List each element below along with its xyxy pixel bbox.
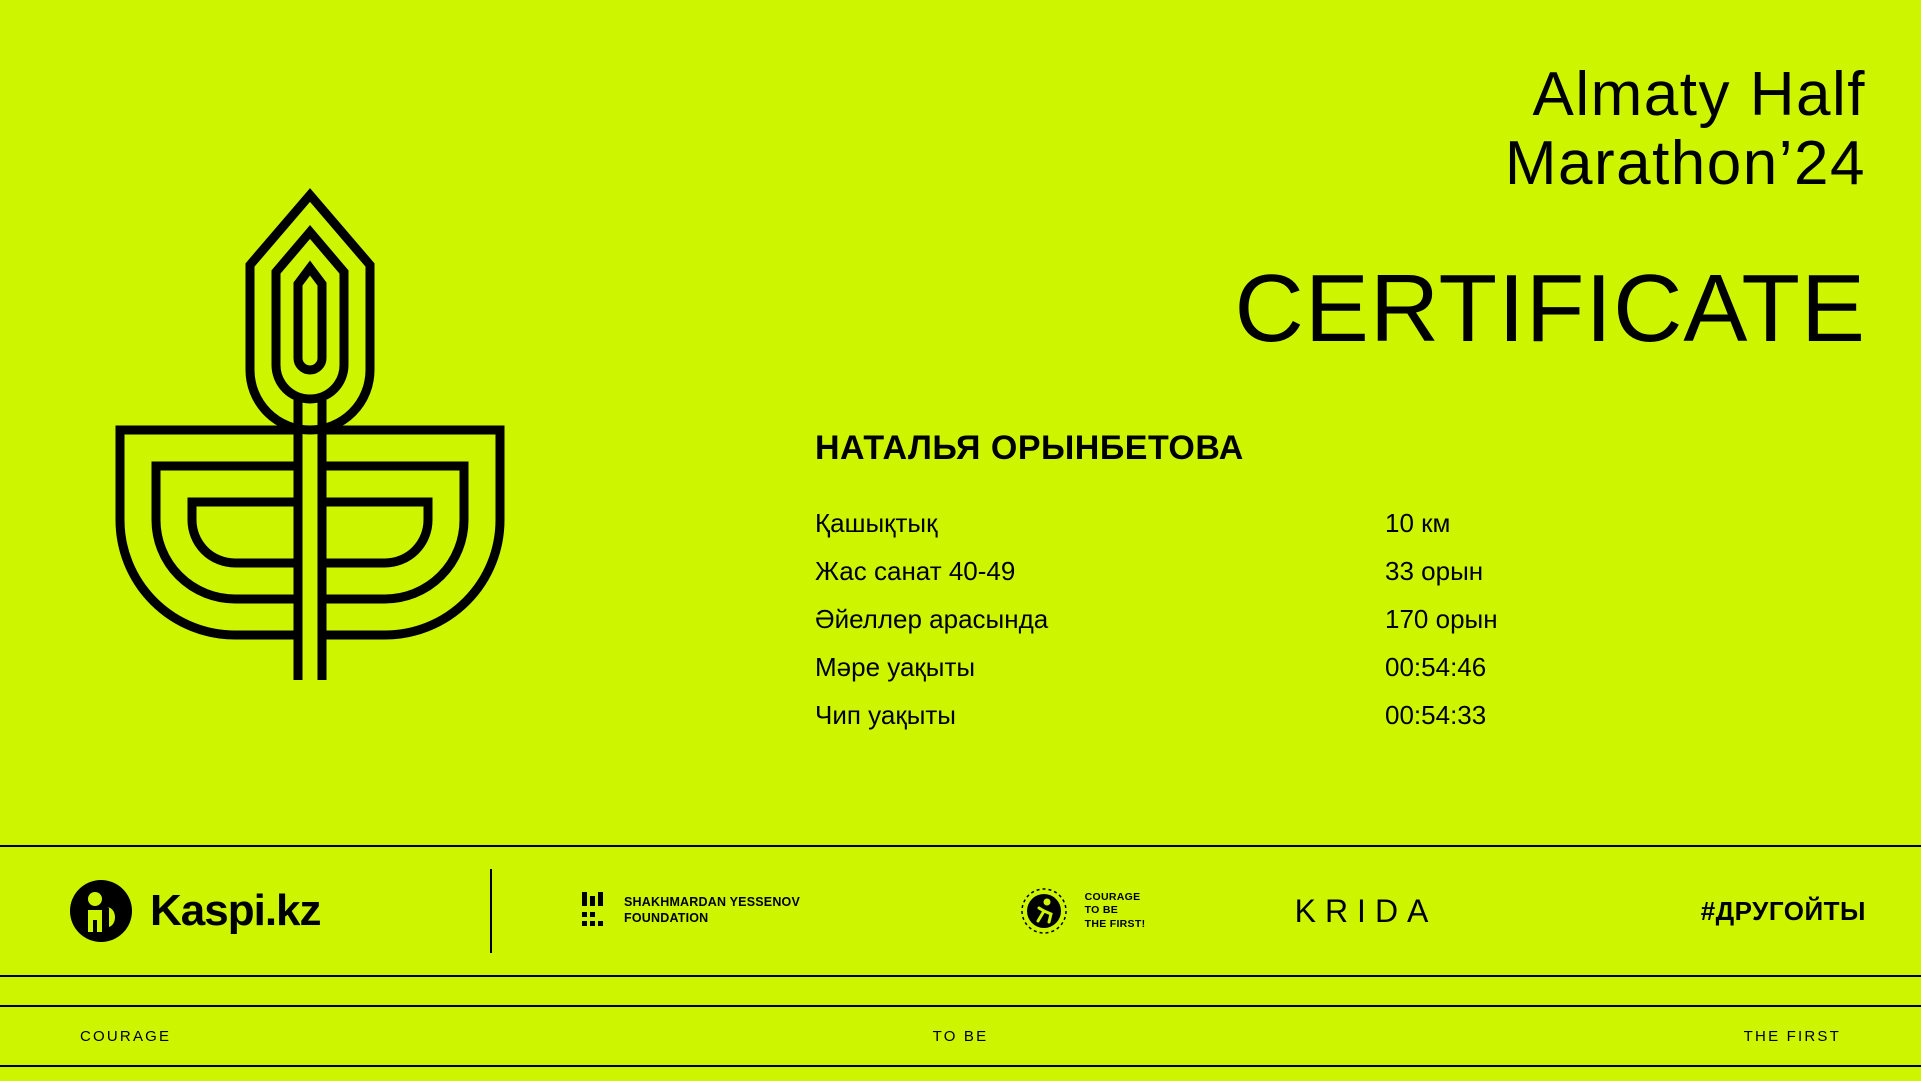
slogan-center: TO BE — [932, 1027, 989, 1045]
slogan-left: COURAGE — [80, 1027, 172, 1045]
corporate-fund-line-1: COURAGE — [1084, 890, 1141, 903]
kaspi-logo-icon — [70, 880, 132, 942]
kaspi-wordmark: Kaspi.kz — [150, 886, 321, 935]
result-label: Әйеллер арасында — [815, 603, 1049, 634]
yessenov-line-1: SHAKHMARDAN YESSENOV — [624, 895, 801, 910]
event-title-line-2: Marathon’24 — [1504, 129, 1866, 199]
certificate-details — [800, 60, 1866, 748]
sponsor-yessenov — [492, 892, 962, 930]
result-row — [815, 604, 1866, 635]
event-title — [800, 60, 1866, 199]
results-table — [800, 508, 1866, 731]
corporate-fund-runner-icon — [1013, 880, 1075, 942]
corporate-fund-line-3: THE FIRST! — [1084, 917, 1146, 930]
almaty-tulip-logo-icon — [60, 160, 560, 720]
yessenov-bars-icon — [582, 892, 612, 930]
result-label: Чип уақыты — [815, 699, 956, 730]
sponsor-kaspi — [0, 880, 490, 942]
event-title-line-1: Almaty Half — [1532, 60, 1866, 129]
result-label: Қашықтық — [815, 507, 938, 538]
result-value: 00:54:46 — [1385, 651, 1487, 682]
document-type-heading: CERTIFICATE — [1234, 254, 1866, 362]
result-value: 33 орын — [1385, 555, 1484, 586]
result-value: 10 км — [1385, 507, 1451, 538]
result-value: 00:54:33 — [1385, 699, 1487, 730]
divider-line-mid — [0, 975, 1921, 977]
result-row — [815, 652, 1866, 683]
slogan-right: THE FIRST — [1743, 1027, 1841, 1045]
sponsor-corporate-fund — [962, 880, 1196, 942]
sponsor-strip — [0, 847, 1921, 975]
yessenov-wordmark — [624, 895, 800, 926]
divider-line-bottom — [0, 1065, 1921, 1067]
corporate-fund-wordmark — [1085, 891, 1146, 932]
corporate-fund-line-2: TO BE — [1084, 904, 1119, 917]
yessenov-line-2: FOUNDATION — [624, 911, 709, 925]
result-label: Жас санат 40-49 — [815, 555, 1016, 586]
sponsor-krida: KRIDA — [1294, 892, 1438, 929]
result-value: 170 орын — [1385, 603, 1498, 634]
result-row — [815, 700, 1866, 731]
slogan-bar — [0, 1007, 1921, 1065]
sponsor-drugoyty: #ДРУГОЙТЫ — [1700, 895, 1866, 926]
result-label: Мәре уақыты — [815, 651, 976, 682]
result-row — [815, 556, 1866, 587]
athlete-name: НАТАЛЬЯ ОРЫНБЕТОВА — [815, 428, 1244, 467]
result-row — [815, 508, 1866, 539]
